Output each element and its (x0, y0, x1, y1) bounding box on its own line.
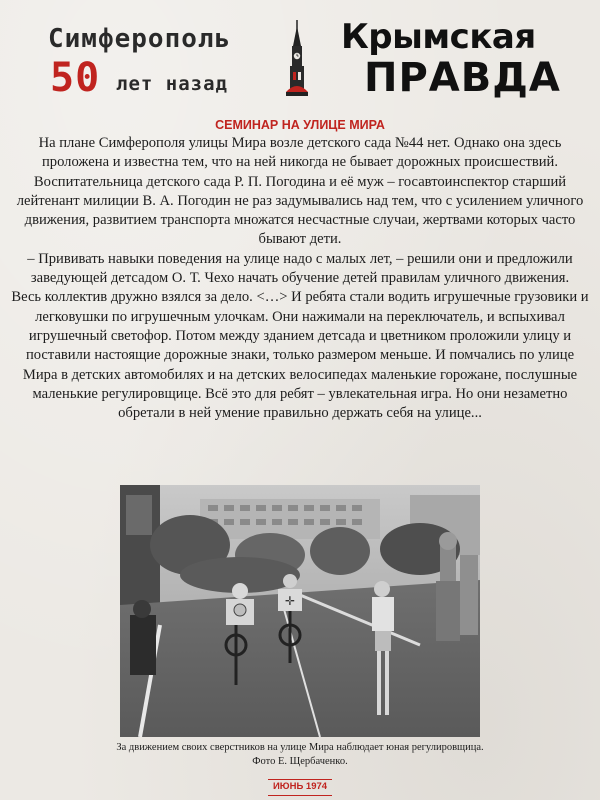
photo-caption (0, 741, 600, 769)
issue-date: ИЮНЬ 1974 (272, 781, 328, 792)
series-number: 50 (50, 55, 101, 101)
article-paragraph: На плане Симферополя улицы Мира возле детского сада №44 нет. Однако она здесь проложена и известна тем, что на ней никогда не бывает дорожных происшествий. Воспитательница детского сада Р. П. Погодина и её муж – госавтоинспектор старший лейтенант милиции В. А. Погодин не раз задумывались над тем, что с усилением уличного движения, развитием транспорта множатся несчастные случаи, жертвами которых часто бывают дети. (16, 135, 584, 248)
caption-text: За движением своих сверстников на улице Мира наблюдает юная регулировщица. (116, 742, 484, 753)
article-headline: СЕМИНАР НА УЛИЦЕ МИРА (215, 118, 385, 132)
photo-credit: Фото Е. Щербаченко. (252, 756, 348, 767)
series-title: Симферополь (48, 24, 232, 54)
newspaper-name-line2: ПРАВДА (364, 55, 561, 101)
footer-rule-top (268, 779, 332, 780)
newspaper-name-line1: Крымская (341, 17, 536, 57)
article-photo (120, 485, 480, 737)
clock-tower-icon (282, 20, 312, 98)
article-body (10, 134, 590, 423)
masthead (0, 0, 600, 112)
article-paragraph: – Прививать навыки поведения на улице надо с малых лет, – решили они и предложили заведующей детсадом О. Т. Чехо начать обучение детей правилам уличного движения. (27, 250, 573, 287)
series-subtitle: лет назад (116, 73, 228, 95)
footer-rule-bottom (268, 795, 332, 796)
article-paragraph: Весь коллектив дружно взялся за дело. <…> И ребята стали водить игрушечные грузовики и легковушки по игрушечным улочкам. Они нажимали на переключатель, и вспыхивал игрушечный светофор. Потом между зданием детсада и цветником проложили улицу и поставили настоящие дорожные знаки, только размером меньше. И помчались по улице Мира в детских автомобилях и на детских велосипедах маленькие горожане, послушные маленькие регулировщице. Всё это для ребят – увлекательная игра. Но они незаметно обретали в ней умение правильно держать себя на улице... (11, 289, 589, 422)
svg-text:✛: ✛ (285, 594, 296, 608)
